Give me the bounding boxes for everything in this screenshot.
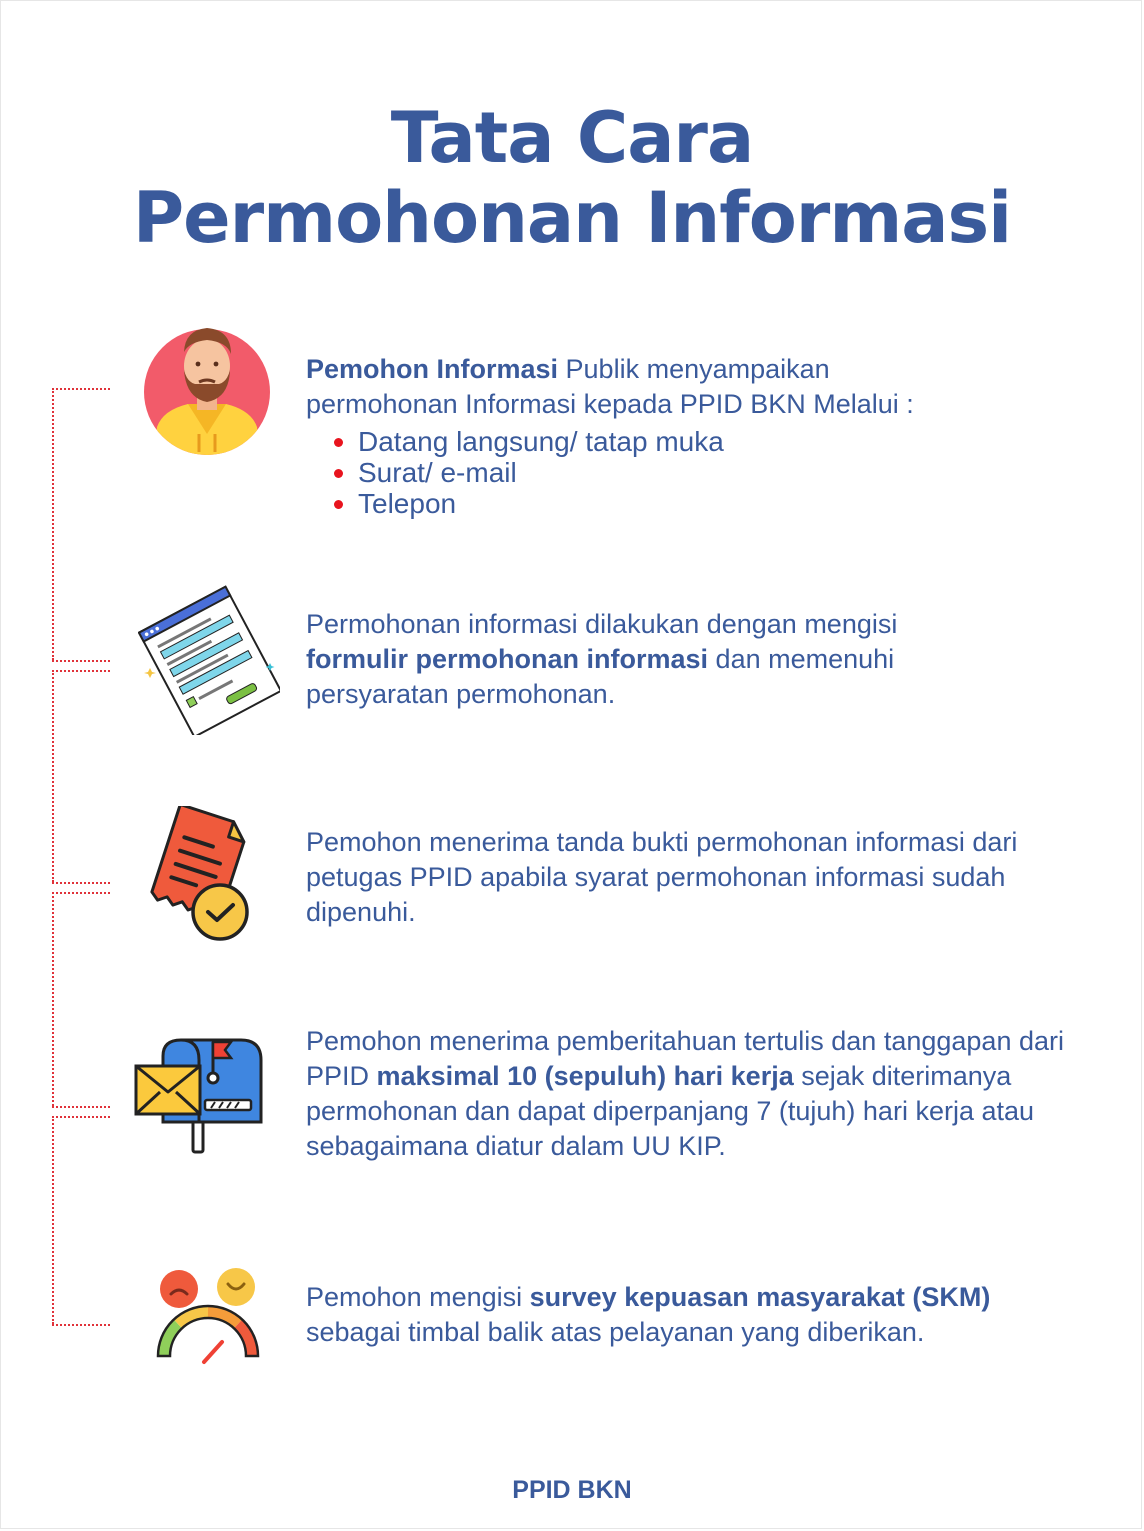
step-5-after: sebagai timbal balik atas pelayanan yang diberikan.: [306, 1317, 925, 1347]
step-4-before: Pemohon menerima pemberitahuan tertulis dan tanggapan dari PPID: [306, 1026, 1064, 1091]
step-1-text: [306, 352, 986, 519]
list-item: Surat/ e-mail: [358, 457, 986, 488]
receipt-check-icon: [140, 806, 255, 946]
title-line-2: Permohonan Informasi: [132, 177, 1012, 259]
step-1-bold: Pemohon Informasi: [306, 354, 559, 384]
step-5-bold: survey kepuasan masyarakat (SKM): [529, 1282, 991, 1312]
step-5-before: Pemohon mengisi: [306, 1282, 530, 1312]
step-5-text: [306, 1280, 1066, 1350]
step-2-text: [306, 607, 966, 712]
mailbox-icon: [133, 1036, 265, 1156]
step-2-after: dan memenuhi persyaratan permohonan.: [306, 644, 895, 709]
title-line-1: Tata Cara: [390, 97, 754, 179]
step-4-after: sejak diterimanya permohonan dan dapat diperpanjang 7 (tujuh) hari kerja atau sebagaimana diatur dalam UU KIP.: [306, 1061, 1035, 1161]
form-document-icon: [138, 585, 280, 735]
step-1-body: Publik menyampaikan permohonan Informasi kepada PPID BKN Melalui :: [306, 354, 914, 419]
person-avatar-icon: [143, 322, 273, 457]
step-3-body: Pemohon menerima tanda bukti permohonan informasi dari petugas PPID apabila syarat permohonan informasi sudah dipenuhi.: [306, 827, 1018, 927]
page-title: [0, 98, 1144, 258]
list-item: Telepon: [358, 488, 986, 519]
step-2-before: Permohonan informasi dilakukan dengan mengisi: [306, 609, 898, 639]
satisfaction-gauge-icon: [156, 1266, 260, 1366]
step-1-bullet-list: [306, 426, 986, 519]
step-4-bold: maksimal 10 (sepuluh) hari kerja: [376, 1061, 794, 1091]
step-4-text: [306, 1024, 1086, 1164]
step-2-bold: formulir permohonan informasi: [306, 644, 709, 674]
timeline-connector: [50, 380, 120, 1340]
footer-label: PPID BKN: [512, 1476, 632, 1504]
list-item: Datang langsung/ tatap muka: [358, 426, 986, 457]
step-3-text: [306, 825, 1046, 930]
